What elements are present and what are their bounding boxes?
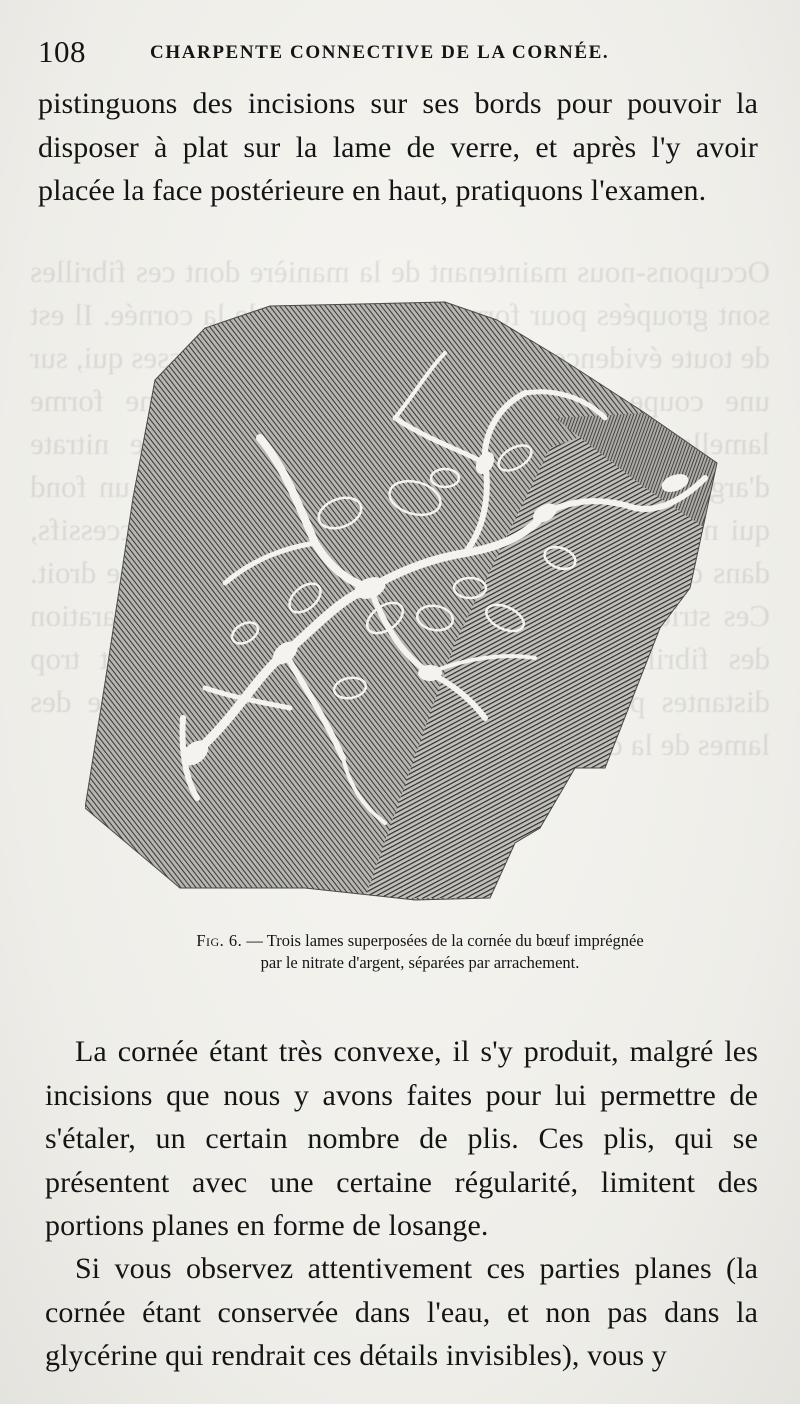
caption-line-2: par le nitrate d'argent, séparées par arrachement. — [260, 953, 580, 972]
figure-caption — [120, 930, 720, 974]
figure-label: Fig. 6. — [196, 931, 243, 950]
paragraph-continued: Si vous observez attentivement ces parties planes (la cornée étant conservée dans l'eau, et non pas dans la glycérine qui rendrait ces détails invisibles), vous y — [45, 1252, 758, 1372]
show-through-text: Occupons-nous maintenant de la manière dont ces fibrilles sont groupées pour la cornée. Il est de toute évidence masses qui, sur une coupe une forme lamellaire. le nitrate d'argent un fond qui successifs, dans droit. Ces stries séparation des fibrilles trop distantes des lames de la — [30, 254, 770, 762]
paragraph-intro: pistinguons des incisions sur ses bords pour pouvoir la disposer à plat sur la lame de verre, et après l'y avoir placée la face postérieure en haut, pratiquons l'examen. — [38, 87, 758, 207]
paragraph-main: La cornée étant très convexe, il s'y produit, malgré les incisions que nous y avons faites pour lui permettre de s'étaler, un certain nombre de plis. Ces plis, qui se présentent avec une certaine régularité, limitent des portions planes en forme de losange. — [45, 1035, 758, 1242]
running-head: CHARPENTE CONNECTIVE DE LA CORNÉE. — [150, 42, 610, 63]
caption-line-1: — Trois lames superposées de la cornée du bœuf imprégnée — [246, 931, 644, 950]
figure-engraving — [85, 298, 725, 903]
page-number: 108 — [38, 34, 86, 69]
page-header — [38, 34, 758, 74]
cornea-engraving-illustration — [85, 298, 725, 903]
